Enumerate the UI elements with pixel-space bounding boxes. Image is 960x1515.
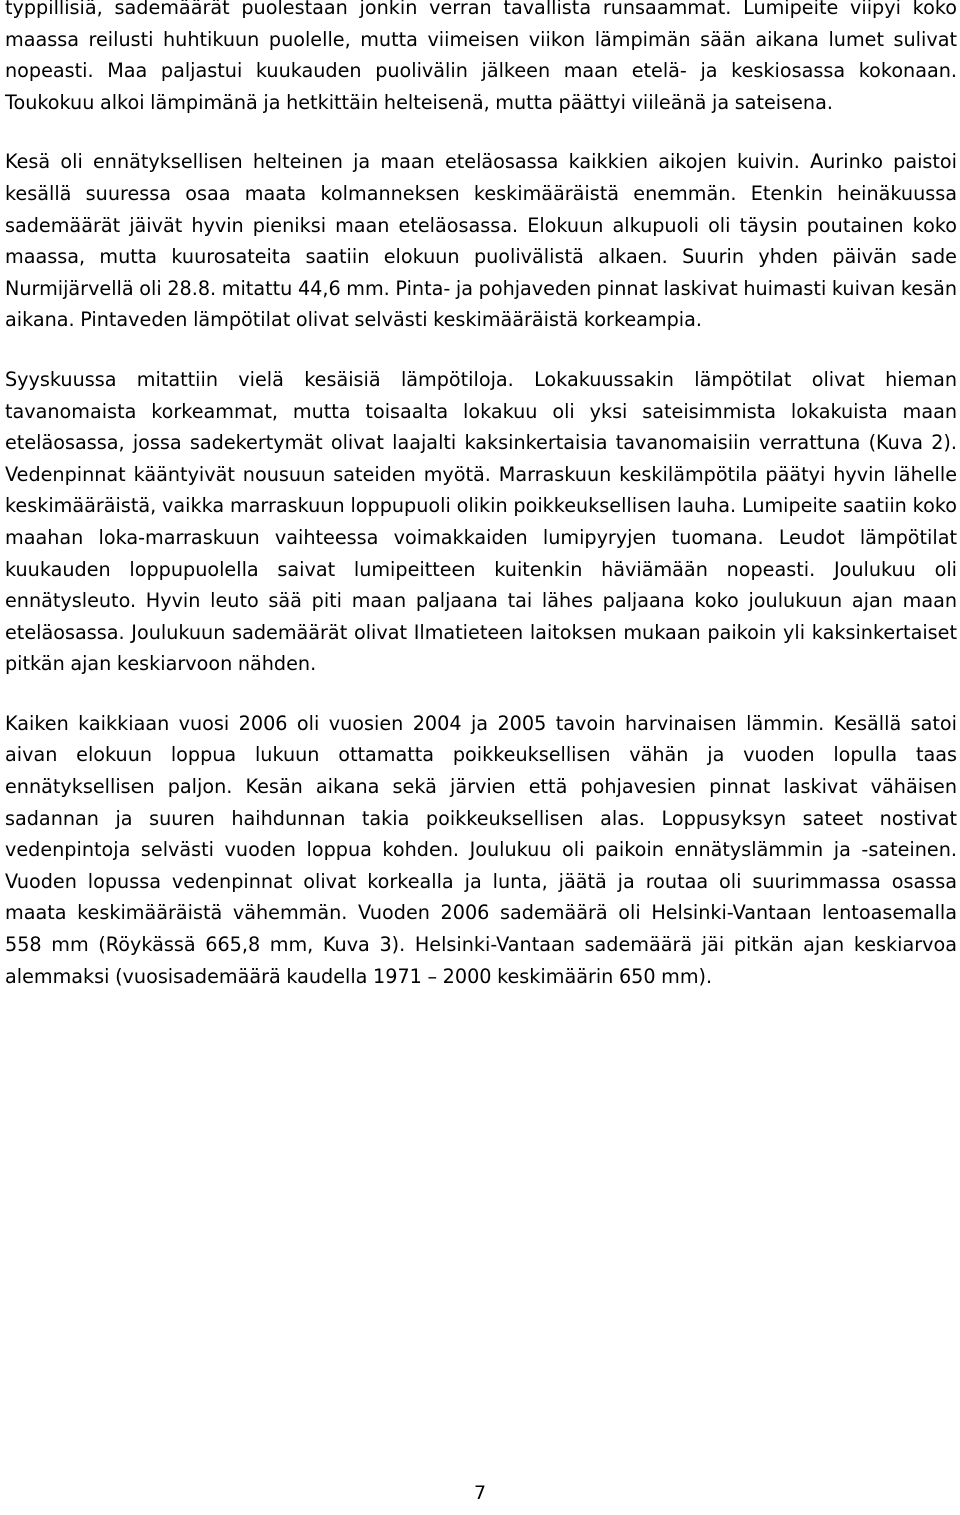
- paragraph-gap: [5, 680, 957, 708]
- paragraph-summer: Kesä oli ennätyksellisen helteinen ja maan eteläosassa kaikkien aikojen kuivin. Aurinko paistoi kesällä suuressa osaa maata kolmanneksen keskimääräistä enemmän. Etenkin heinäkuussa sademäärät jäivät hyvin pieniksi maan eteläosassa. Elokuun alkupuoli oli täysin poutainen koko maassa, mutta kuurosateita saatiin elokuun puolivälistä alkaen. Suurin yhden päivän sade Nurmijärvellä oli 28.8. mitattu 44,6 mm. Pinta- ja pohjaveden pinnat laskivat huimasti kuivan kesän aikana. Pintaveden lämpötilat olivat selvästi keskimääräistä korkeampia.: [5, 150, 957, 332]
- document-page: [5, 0, 957, 992]
- paragraph-gap: [5, 336, 957, 364]
- paragraph-spring: typpillisiä, sademäärät puolestaan jonkin verran tavallista runsaammat. Lumipeite viipyi koko maassa reilusti huhtikuun puolelle, mutta viimeisen viikon lämpimän sään aikana lumet sulivat nopeasti. Maa paljastui kuukauden puolivälin jälkeen maan etelä- ja keskiosassa kokonaan. Toukokuu alkoi lämpimänä ja hetkittäin helteisenä, mutta päättyi viileänä ja sateisena.: [5, 0, 957, 114]
- paragraph-gap: [5, 118, 957, 146]
- paragraph-summary: Kaiken kaikkiaan vuosi 2006 oli vuosien 2004 ja 2005 tavoin harvinaisen lämmin. Kesällä satoi aivan elokuun loppua lukuun ottamatta poikkeuksellisen vähän ja vuoden lopulla taas ennätyksellisen paljon. Kesän aikana sekä järvien että pohjavesien pinnat laskivat vähäisen sadannan ja suuren haihdunnan takia poikkeuksellisen alas. Loppusyksyn sateet nostivat vedenpintoja selvästi vuoden loppua kohden. Joulukuu oli paikoin ennätyslämmin ja -sateinen. Vuoden lopussa vedenpinnat olivat korkealla ja lunta, jäätä ja routaa oli suurimmassa osassa maata keskimääräistä vähemmän. Vuoden 2006 sademäärä oli Helsinki-Vantaan lentoasemalla 558 mm (Röykässä 665,8 mm, Kuva 3). Helsinki-Vantaan sademäärä jäi pitkän ajan keskiarvoa alemmaksi (vuosisademäärä kaudella 1971 – 2000 keskimäärin 650 mm).: [5, 711, 957, 988]
- page-number: 7: [473, 1482, 487, 1504]
- paragraph-autumn: Syyskuussa mitattiin vielä kesäisiä lämpötiloja. Lokakuussakin lämpötilat olivat hieman tavanomaista korkeammat, mutta toisaalta lokakuu oli yksi sateisimmista lokakuista maan eteläosassa, jossa sadekertymät olivat laajalti kaksinkertaisia tavanomaisiin verrattuna (Kuva 2). Vedenpinnat kääntyivät nousuun sateiden myötä. Marraskuun keskilämpötila päätyi hyvin lähelle keskimääräistä, vaikka marraskuun loppupuoli olikin poikkeuksellisen lauha. Lumipeite saatiin koko maahan loka-marraskuun vaihteessa voimakkaiden lumipyryjen tuomana. Leudot lämpötilat kuukauden loppupuolella saivat lumipeitteen kuitenkin häviämään nopeasti. Joulukuu oli ennätysleuto. Hyvin leuto sää piti maan paljaana tai lähes paljaana koko joulukuun ajan maan eteläosassa. Joulukuun sademäärät olivat Ilmatieteen laitoksen mukaan paikoin yli kaksinkertaiset pitkän ajan keskiarvoon nähden.: [5, 367, 957, 676]
